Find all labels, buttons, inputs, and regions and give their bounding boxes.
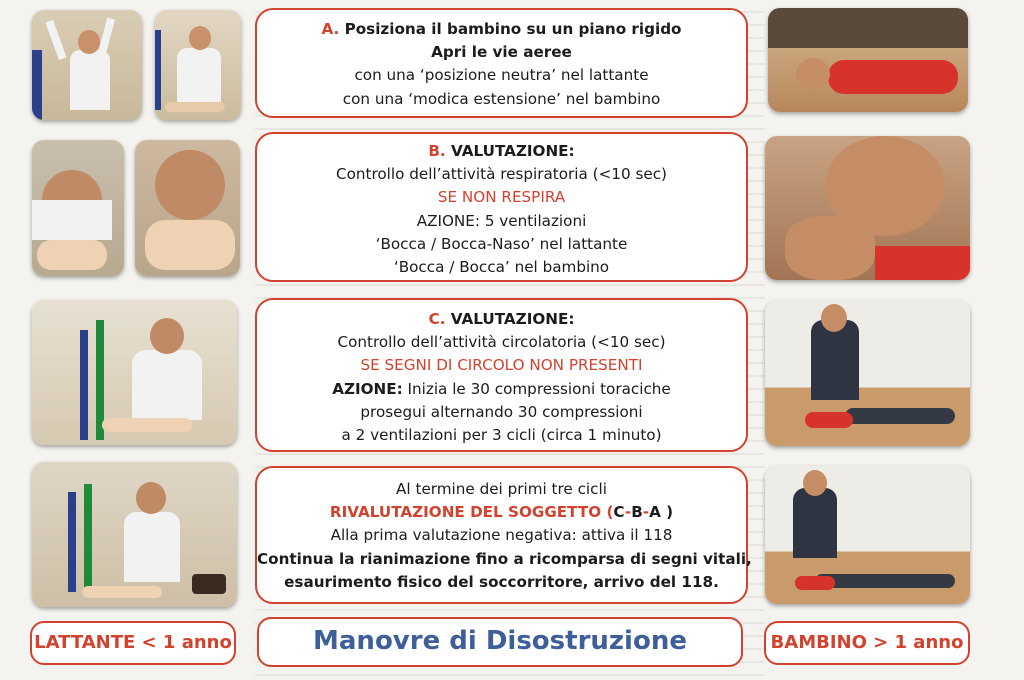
step-a-airway: Apri le vie aeree [431, 43, 572, 62]
step-d-activate-118: Alla prima valutazione negativa: attiva il 118 [330, 526, 673, 545]
step-c-condition: SE SEGNI DI CIRCOLO NON PRESENTI [360, 356, 643, 375]
choking-maneuvers-title: Manovre di Disostruzione [257, 617, 743, 667]
photo-call-118-infant [32, 462, 237, 607]
step-d-continue: Continua la rianimazione fino a ricomparsa di segni vitali, [257, 549, 752, 568]
step-a-title-text: Posiziona il bambino su un piano rigido [344, 20, 682, 38]
step-a-title [257, 18, 746, 41]
step-d-dash-1: - [624, 503, 632, 522]
step-d-title-prefix: RIVALUTAZIONE DEL SOGGETTO ( [329, 503, 614, 522]
photo-check-breathing-infant [32, 140, 124, 276]
step-d-end-conditions: esaurimento fisico del soccorritore, arrivo del 118. [284, 572, 719, 591]
photo-rescue-breath-infant [135, 140, 240, 276]
step-c-letter: C. [428, 310, 446, 328]
step-b-child-breath: ‘Bocca / Bocca’ nel bambino [393, 258, 610, 277]
step-d-intro: Al termine dei primi tre cicli [396, 480, 607, 498]
step-a-letter: A. [321, 20, 340, 38]
step-c-alternate: prosegui alternando 30 compressioni [360, 402, 643, 421]
step-b-check: Controllo dell’attività respiratoria (<10 sec) [336, 165, 667, 184]
step-a-infant-position: con una ‘posizione neutra’ nel lattante [354, 66, 649, 85]
photo-rescue-breath-child [765, 136, 970, 280]
photo-instructor-raised-arm [32, 10, 142, 120]
step-d-letter-b: B [631, 503, 643, 522]
step-b-infant-breath: ‘Bocca / Bocca-Naso’ nel lattante [375, 234, 628, 253]
step-b-box [255, 132, 748, 282]
photo-open-airway-child [768, 8, 968, 112]
step-d-dash-2: - [642, 503, 650, 522]
infant-label: LATTANTE < 1 anno [30, 621, 236, 665]
step-d-letter-c: C [613, 503, 625, 522]
step-c-action-label: AZIONE: [332, 379, 403, 398]
step-a-box [255, 8, 748, 118]
step-c-box [255, 298, 748, 452]
step-b-title [257, 140, 746, 163]
step-b-action: AZIONE: 5 ventilazioni [416, 211, 587, 230]
step-c-action [257, 378, 746, 401]
child-label: BAMBINO > 1 anno [764, 621, 970, 665]
step-c-cycles: a 2 ventilazioni per 3 cicli (circa 1 minuto) [341, 426, 662, 445]
photo-compressions-child [765, 300, 970, 446]
step-b-title-text: VALUTAZIONE: [451, 142, 575, 160]
step-c-check: Controllo dell’attività circolatoria (<10 sec) [337, 333, 666, 352]
step-d-box [255, 466, 752, 604]
step-d-title-suffix: ) [660, 503, 674, 522]
step-b-letter: B. [428, 142, 446, 160]
step-b-condition: SE NON RESPIRA [437, 188, 566, 207]
photo-call-118-child [765, 466, 970, 604]
step-c-action-text: Inizia le 30 compressioni toraciche [402, 379, 671, 398]
photo-instructor-with-manikin [155, 10, 241, 120]
step-a-child-position: con una ‘modica estensione’ nel bambino [342, 89, 661, 108]
step-d-letter-a: A [649, 503, 661, 522]
step-d-title [257, 501, 746, 524]
step-c-title-text: VALUTAZIONE: [450, 310, 575, 328]
step-c-title [257, 308, 746, 331]
photo-compressions-infant [32, 300, 237, 445]
